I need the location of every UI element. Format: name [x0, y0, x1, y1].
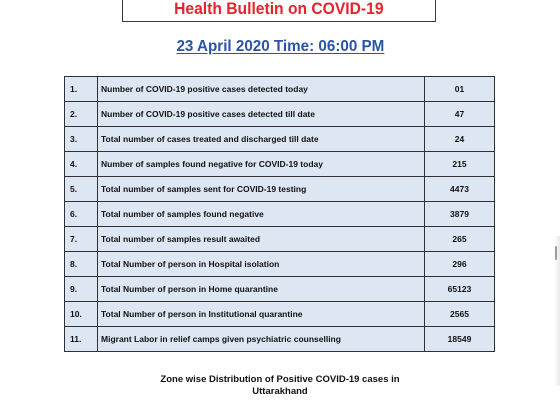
row-serial-number: 10. [65, 302, 98, 327]
row-value: 265 [425, 227, 495, 252]
row-value: 215 [425, 152, 495, 177]
zone-caption-line-2: Uttarakhand [252, 386, 308, 397]
bulletin-table [64, 76, 495, 352]
table-row [65, 227, 495, 252]
row-description: Total Number of person in Home quarantine [98, 277, 425, 302]
row-value: 296 [425, 252, 495, 277]
row-value: 18549 [425, 327, 495, 352]
zone-distribution-caption [0, 374, 560, 398]
row-serial-number: 2. [65, 102, 98, 127]
row-description: Migrant Labor in relief camps given psychiatric counselling [98, 327, 425, 352]
bulletin-date-time: 23 April 2020 Time: 06:00 PM [176, 38, 384, 55]
row-value: 4473 [425, 177, 495, 202]
table-row [65, 77, 495, 102]
row-serial-number: 7. [65, 227, 98, 252]
row-serial-number: 3. [65, 127, 98, 152]
row-serial-number: 5. [65, 177, 98, 202]
scrollbar-thumb[interactable] [555, 246, 557, 260]
row-description: Total number of samples found negative [98, 202, 425, 227]
table-row [65, 127, 495, 152]
table-row [65, 252, 495, 277]
table-row [65, 277, 495, 302]
row-serial-number: 4. [65, 152, 98, 177]
row-value: 65123 [425, 277, 495, 302]
row-value: 01 [425, 77, 495, 102]
row-value: 47 [425, 102, 495, 127]
row-description: Total number of cases treated and discharged till date [98, 127, 425, 152]
table-row [65, 177, 495, 202]
row-serial-number: 6. [65, 202, 98, 227]
row-description: Total Number of person in Hospital isolation [98, 252, 425, 277]
row-description: Number of COVID-19 positive cases detected today [98, 77, 425, 102]
row-value: 2565 [425, 302, 495, 327]
row-serial-number: 8. [65, 252, 98, 277]
row-description: Total Number of person in Institutional quarantine [98, 302, 425, 327]
row-description: Number of COVID-19 positive cases detected till date [98, 102, 425, 127]
bulletin-title-box [122, 0, 436, 22]
table-row [65, 302, 495, 327]
bulletin-title: Health Bulletin on COVID-19 [174, 0, 384, 18]
table-row [65, 327, 495, 352]
bulletin-date-time-container [0, 38, 560, 56]
row-serial-number: 11. [65, 327, 98, 352]
row-serial-number: 9. [65, 277, 98, 302]
zone-caption-line-1: Zone wise Distribution of Positive COVID-19 cases in [160, 374, 400, 385]
table-row [65, 152, 495, 177]
bulletin-table-body [65, 77, 495, 352]
row-value: 24 [425, 127, 495, 152]
row-description: Total number of samples result awaited [98, 227, 425, 252]
row-serial-number: 1. [65, 77, 98, 102]
row-description: Total number of samples sent for COVID-19 testing [98, 177, 425, 202]
table-row [65, 102, 495, 127]
row-value: 3879 [425, 202, 495, 227]
table-row [65, 202, 495, 227]
row-description: Number of samples found negative for COVID-19 today [98, 152, 425, 177]
